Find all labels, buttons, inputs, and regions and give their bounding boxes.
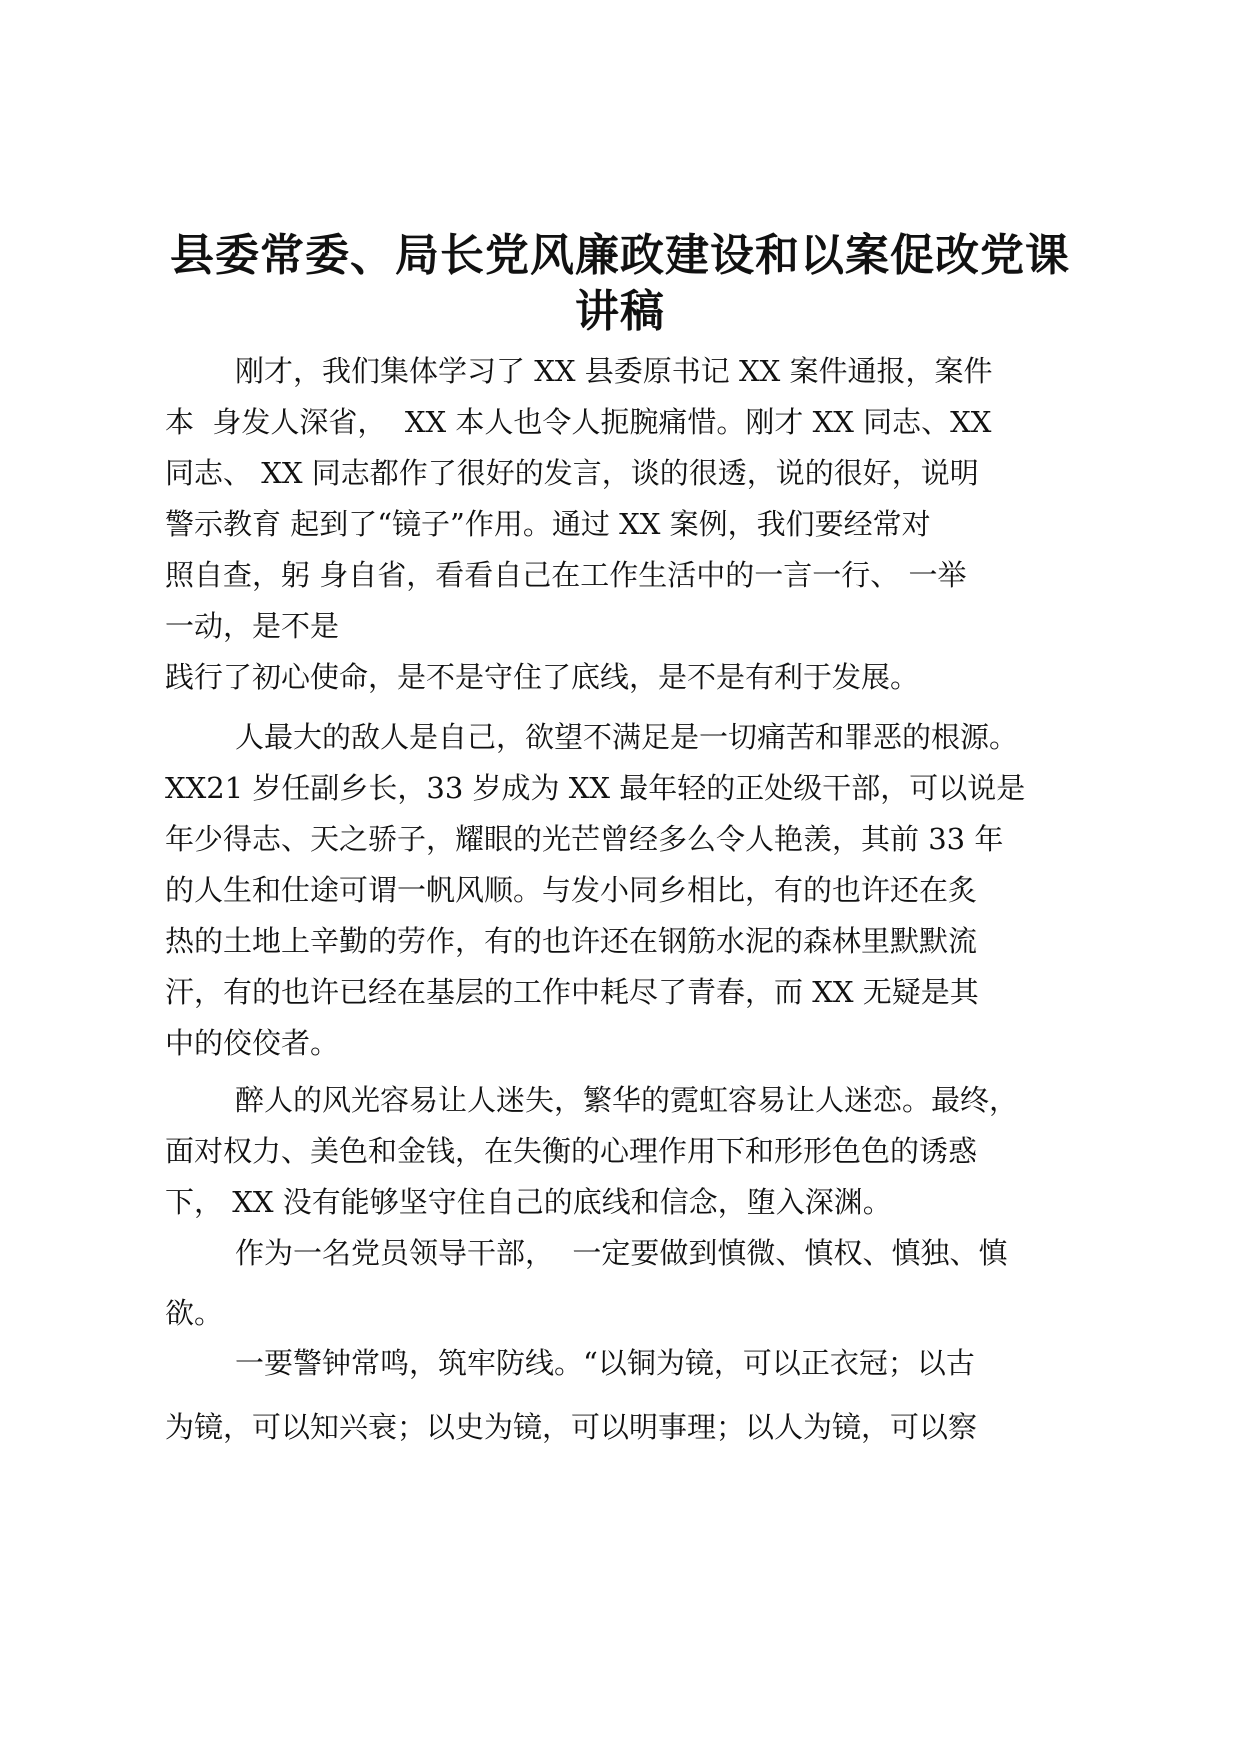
title-line: 讲稿 (575, 286, 665, 337)
paragraph-line: 的人生和仕途可谓一帆风顺。与发小同乡相比，有的也许还在炙 (165, 873, 978, 907)
paragraph-line: 一动，是不是 (165, 609, 340, 643)
paragraph-enemy (165, 712, 1095, 1069)
paragraph-line: 一要警钟常鸣，筑牢防线。“以铜为镜，可以正衣冠；以古 (235, 1346, 975, 1380)
document-title (150, 228, 1090, 340)
paragraph-line: 人最大的敌人是自己，欲望不满足是一切痛苦和罪恶的根源。 (235, 720, 1019, 754)
paragraph-temptation (165, 1075, 1095, 1228)
paragraph-line: 醉人的风光容易让人迷失，繁华的霓虹容易让人迷恋。最终， (235, 1083, 1019, 1117)
paragraph-line: 刚才，我们集体学习了 XX 县委原书记 XX 案件通报，案件 (235, 354, 993, 388)
title-line: 县委常委、局长党风廉政建设和以案促改党课 (170, 230, 1070, 281)
paragraph-line: 同志、 XX 同志都作了很好的发言，谈的很透，说的很好，说明 (165, 456, 979, 490)
paragraph-line: 欲。 (165, 1296, 224, 1330)
paragraph-first-point (165, 1331, 1095, 1459)
paragraph-line: 本 身发人深省， XX 本人也令人扼腕痛惜。刚才 XX 同志、XX (165, 405, 992, 439)
paragraph-line: 照自查，躬 身自省，看看自己在工作生活中的一言一行、 一举 (165, 558, 967, 592)
paragraph-line: 面对权力、美色和金钱，在失衡的心理作用下和形形色色的诱惑 (165, 1134, 978, 1168)
paragraph-line: 年少得志、天之骄子，耀眼的光芒曾经多么令人艳羡，其前 33 年 (165, 822, 1004, 856)
paragraph-line: 作为一名党员领导干部， 一定要做到慎微、慎权、慎独、慎 (235, 1236, 1008, 1270)
paragraph-line: 热的土地上辛勤的劳作，有的也许还在钢筋水泥的森林里默默流 (165, 924, 978, 958)
paragraph-line: XX21 岁任副乡长，33 岁成为 XX 最年轻的正处级干部，可以说是 (165, 771, 1026, 805)
paragraph-cadre (165, 1223, 1095, 1343)
paragraph-line: 中的佼佼者。 (165, 1026, 340, 1060)
paragraph-line: 警示教育 起到了“镜子”作用。通过 XX 案例，我们要经常对 (165, 507, 931, 541)
paragraph-line: 为镜，可以知兴衰；以史为镜，可以明事理；以人为镜，可以察 (165, 1410, 978, 1444)
paragraph-continuation (165, 652, 1095, 703)
paragraph-line: 汗，有的也许已经在基层的工作中耗尽了青春，而 XX 无疑是其 (165, 975, 979, 1009)
paragraph-line: 下， XX 没有能够坚守住自己的底线和信念，堕入深渊。 (165, 1185, 892, 1219)
paragraph-line: 践行了初心使命，是不是守住了底线，是不是有利于发展。 (165, 660, 920, 694)
paragraph-opening (165, 346, 1095, 652)
